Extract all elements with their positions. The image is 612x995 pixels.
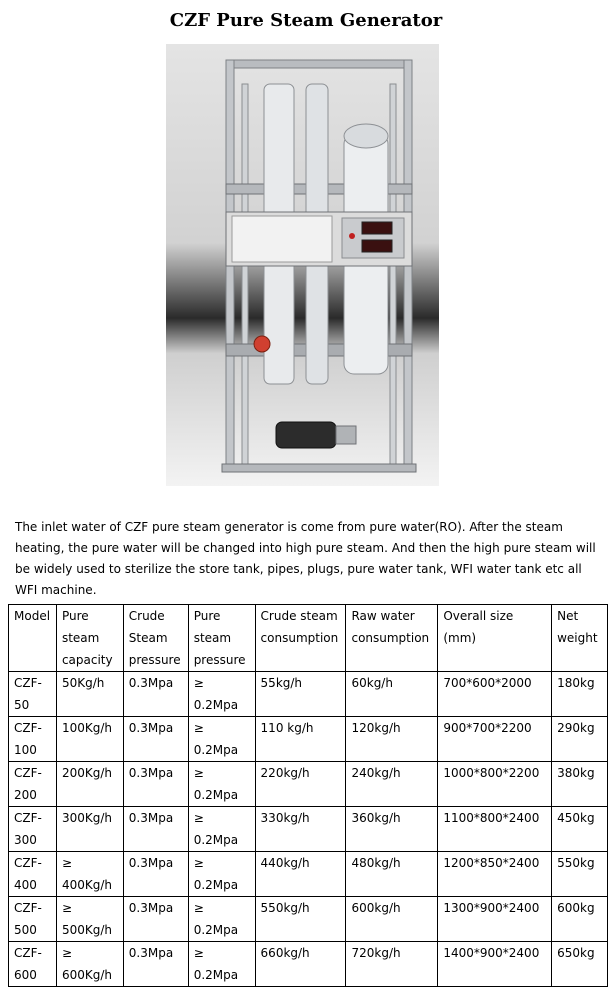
cell-capacity: 300Kg/h xyxy=(56,807,123,852)
cell-crude-consumption: 440kg/h xyxy=(255,852,346,897)
table-header-row xyxy=(9,605,608,672)
cell-pure-pressure: ≥ 0.2Mpa xyxy=(188,942,255,987)
cell-capacity: 50Kg/h xyxy=(56,672,123,717)
page-title: CZF Pure Steam Generator xyxy=(169,10,443,31)
machine-illustration xyxy=(166,44,439,486)
cell-model: CZF-300 xyxy=(9,807,57,852)
cell-model: CZF-600 xyxy=(9,942,57,987)
col-header-net-weight: Net weight xyxy=(552,605,608,672)
cell-pure-pressure: ≥ 0.2Mpa xyxy=(188,717,255,762)
cell-raw-water: 240kg/h xyxy=(346,762,438,807)
table-row xyxy=(9,762,608,807)
cell-pure-pressure: ≥ 0.2Mpa xyxy=(188,762,255,807)
col-header-raw-water-consumption: Raw water consumption xyxy=(346,605,438,672)
col-header-pure-steam-pressure: Pure steam pressure xyxy=(188,605,255,672)
pure-steam-generator-photo xyxy=(166,44,439,486)
cell-crude-consumption: 550kg/h xyxy=(255,897,346,942)
cell-crude-consumption: 660kg/h xyxy=(255,942,346,987)
cell-crude-consumption: 330kg/h xyxy=(255,807,346,852)
cell-raw-water: 60kg/h xyxy=(346,672,438,717)
cell-model: CZF-200 xyxy=(9,762,57,807)
col-header-pure-steam-capacity: Pure steam capacity xyxy=(56,605,123,672)
cell-weight: 290kg xyxy=(552,717,608,762)
table-row xyxy=(9,897,608,942)
cell-capacity: ≥ 400Kg/h xyxy=(56,852,123,897)
col-header-crude-steam-consumption: Crude steam consumption xyxy=(255,605,346,672)
cell-crude-pressure: 0.3Mpa xyxy=(123,852,188,897)
cell-crude-pressure: 0.3Mpa xyxy=(123,672,188,717)
cell-size: 1400*900*2400 xyxy=(438,942,552,987)
cell-crude-pressure: 0.3Mpa xyxy=(123,762,188,807)
table-row xyxy=(9,717,608,762)
cell-weight: 450kg xyxy=(552,807,608,852)
cell-size: 1000*800*2200 xyxy=(438,762,552,807)
table-row xyxy=(9,852,608,897)
col-header-model: Model xyxy=(9,605,57,672)
cell-size: 1100*800*2400 xyxy=(438,807,552,852)
cell-model: CZF-500 xyxy=(9,897,57,942)
cell-capacity: 200Kg/h xyxy=(56,762,123,807)
cell-pure-pressure: ≥ 0.2Mpa xyxy=(188,897,255,942)
cell-raw-water: 360kg/h xyxy=(346,807,438,852)
cell-crude-consumption: 55kg/h xyxy=(255,672,346,717)
cell-size: 1300*900*2400 xyxy=(438,897,552,942)
cell-raw-water: 720kg/h xyxy=(346,942,438,987)
col-header-crude-steam-pressure: Crude Steam pressure xyxy=(123,605,188,672)
cell-weight: 650kg xyxy=(552,942,608,987)
cell-pure-pressure: ≥ 0.2Mpa xyxy=(188,807,255,852)
cell-raw-water: 120kg/h xyxy=(346,717,438,762)
cell-size: 1200*850*2400 xyxy=(438,852,552,897)
cell-size: 700*600*2000 xyxy=(438,672,552,717)
cell-raw-water: 600kg/h xyxy=(346,897,438,942)
cell-crude-consumption: 110 kg/h xyxy=(255,717,346,762)
cell-crude-pressure: 0.3Mpa xyxy=(123,897,188,942)
cell-capacity: ≥ 600Kg/h xyxy=(56,942,123,987)
description-text: The inlet water of CZF pure steam generator is come from pure water(RO). After the steam heating, the pure water will be changed into high pure steam. And then the high pure steam will be widely used to sterilize the store tank, pipes, plugs, pure water tank, WFI water tank etc all WFI machine. xyxy=(15,520,596,597)
cell-model: CZF-50 xyxy=(9,672,57,717)
cell-model: CZF-100 xyxy=(9,717,57,762)
cell-pure-pressure: ≥ 0.2Mpa xyxy=(188,852,255,897)
cell-crude-pressure: 0.3Mpa xyxy=(123,807,188,852)
cell-crude-pressure: 0.3Mpa xyxy=(123,717,188,762)
cell-weight: 180kg xyxy=(552,672,608,717)
cell-crude-pressure: 0.3Mpa xyxy=(123,942,188,987)
cell-pure-pressure: ≥ 0.2Mpa xyxy=(188,672,255,717)
cell-capacity: 100Kg/h xyxy=(56,717,123,762)
cell-capacity: ≥ 500Kg/h xyxy=(56,897,123,942)
cell-model: CZF-400 xyxy=(9,852,57,897)
cell-weight: 380kg xyxy=(552,762,608,807)
col-header-overall-size: Overall size (mm) xyxy=(438,605,552,672)
table-row xyxy=(9,942,608,987)
cell-crude-consumption: 220kg/h xyxy=(255,762,346,807)
cell-size: 900*700*2200 xyxy=(438,717,552,762)
table-row xyxy=(9,672,608,717)
cell-weight: 550kg xyxy=(552,852,608,897)
cell-weight: 600kg xyxy=(552,897,608,942)
cell-raw-water: 480kg/h xyxy=(346,852,438,897)
table-row xyxy=(9,807,608,852)
spec-table xyxy=(8,604,608,987)
